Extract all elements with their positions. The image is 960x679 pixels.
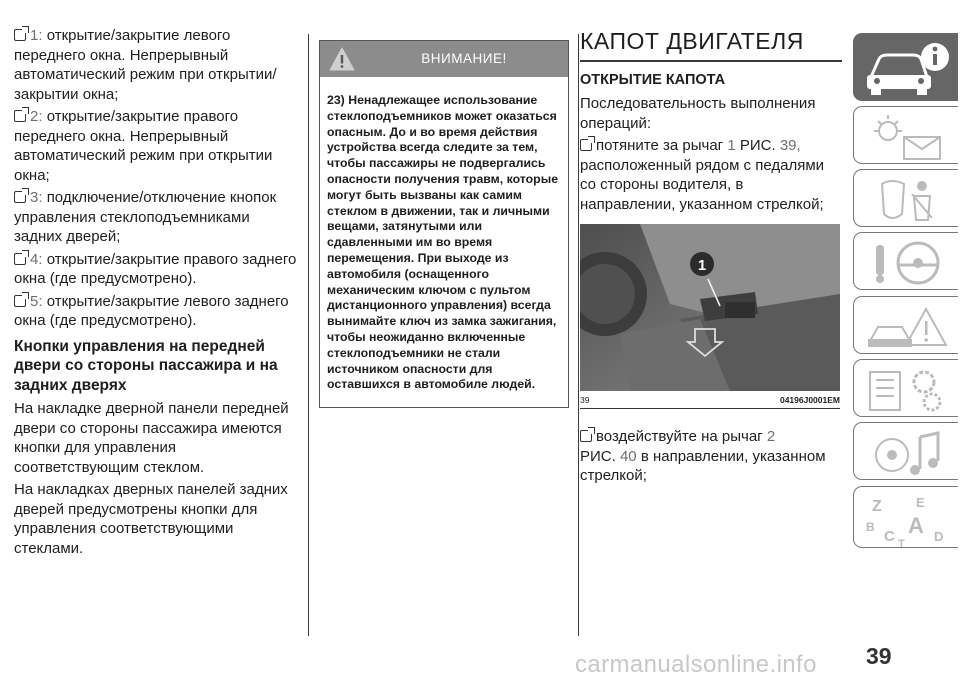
key-list-icon <box>14 191 26 203</box>
multimedia-icon <box>862 427 954 479</box>
warning-text: 23) Ненадлежащее использование стеклоподъемников может оказаться опасным. До и во время действия устройства всегда следите за тем, чтобы пассажиры не подвергались опасности получения травм, которые могут быть вызваны как самим стеклом в движении, так и личными вещами, затянутыми или сдавленными им во время перемещения. При выходе из автомобиля (оснащенного механическим ключом с пультом дистанционного управления) всегда вынимайте ключ из замка зажигания, чтобы неожиданно включенные стеклоподъемники не стали источником опасности для оставшихся в автомобиле людей. <box>327 93 559 392</box>
key-list-icon <box>14 29 26 41</box>
page-number: 39 <box>866 643 892 669</box>
figure-number: 39 <box>580 395 590 405</box>
column-divider <box>578 34 579 636</box>
tab-car-info[interactable] <box>853 33 958 101</box>
maintenance-icon <box>862 364 954 416</box>
tab-starting-driving[interactable] <box>853 232 958 290</box>
dashboard-lights-icon <box>862 111 954 163</box>
tab-maintenance[interactable] <box>853 359 958 417</box>
warning-title: ВНИМАНИЕ! <box>421 51 507 66</box>
car-info-icon <box>861 37 953 97</box>
warning-header <box>320 41 568 77</box>
emergency-icon <box>862 301 954 353</box>
index-letter: Z <box>872 498 882 515</box>
safety-icon <box>862 174 954 226</box>
figure-photo <box>580 224 840 391</box>
watermark: carmanualsonline.info <box>575 651 817 678</box>
engine-bay-photo-illustration <box>580 224 840 391</box>
warning-box <box>319 40 569 408</box>
index-icon <box>862 491 954 549</box>
paragraph: На накладке дверной панели передней двери со стороны пассажира имеются кнопки для управления соответствующим стеклом. <box>14 400 289 476</box>
tab-multimedia[interactable] <box>853 422 958 480</box>
column-divider <box>308 34 309 636</box>
list-item: 2: открытие/закрытие правого переднего окна. Непрерывный автоматический режим при открытии окна; <box>14 108 273 184</box>
right-column <box>580 28 842 489</box>
index-letter: D <box>934 529 944 544</box>
index-letter: C <box>884 528 895 545</box>
tab-dashboard-lights[interactable] <box>853 106 958 164</box>
key-list-icon <box>14 295 26 307</box>
tab-safety[interactable] <box>853 169 958 227</box>
section-heading: Кнопки управления на передней двери со стороны пассажира и на задних дверях <box>14 337 278 394</box>
key-list-icon <box>14 110 26 122</box>
paragraph: На накладках дверных панелей задних дверей предусмотрены кнопки для управления соответствующими стеклами. <box>14 481 288 557</box>
index-letter: A <box>908 513 924 538</box>
step-item: воздействуйте на рычаг 2 РИС. 40 в направлении, указанном стрелкой; <box>580 428 826 484</box>
key-list-icon <box>580 430 592 442</box>
figure-callout-label: 1 <box>697 257 707 274</box>
list-item: 4: открытие/закрытие правого заднего окна (где предусмотрено). <box>14 250 297 287</box>
key-list-icon <box>14 253 26 265</box>
list-item: 1: открытие/закрытие левого переднего окна. Непрерывный автоматический режим при открытии/закрытии окна; <box>14 27 277 103</box>
figure-caption <box>580 394 840 409</box>
intro-paragraph: Последовательность выполнения операций: <box>580 95 816 132</box>
index-letter: E <box>916 495 925 510</box>
key-list-icon <box>580 139 592 151</box>
tab-index[interactable] <box>853 486 958 548</box>
middle-column <box>319 40 569 408</box>
list-item: 3: подключение/отключение кнопок управления стеклоподъемниками задних дверей; <box>14 189 277 245</box>
index-letter: B <box>866 520 875 534</box>
figure-code: 04196J0001EM <box>779 395 840 405</box>
section-subtitle: ОТКРЫТИЕ КАПОТА <box>580 72 726 88</box>
left-column <box>14 26 299 561</box>
list-item: 5: открытие/закрытие левого заднего окна (где предусмотрено). <box>14 292 289 329</box>
steering-wheel-icon <box>862 237 954 289</box>
page-title: КАПОТ ДВИГАТЕЛЯ <box>580 28 842 62</box>
tab-emergency[interactable] <box>853 296 958 354</box>
index-letter: T <box>898 538 905 549</box>
step-item: потяните за рычаг 1 РИС. 39, расположенный рядом с педалями со стороны водителя, в направлении, указанном стрелкой; <box>580 137 825 213</box>
